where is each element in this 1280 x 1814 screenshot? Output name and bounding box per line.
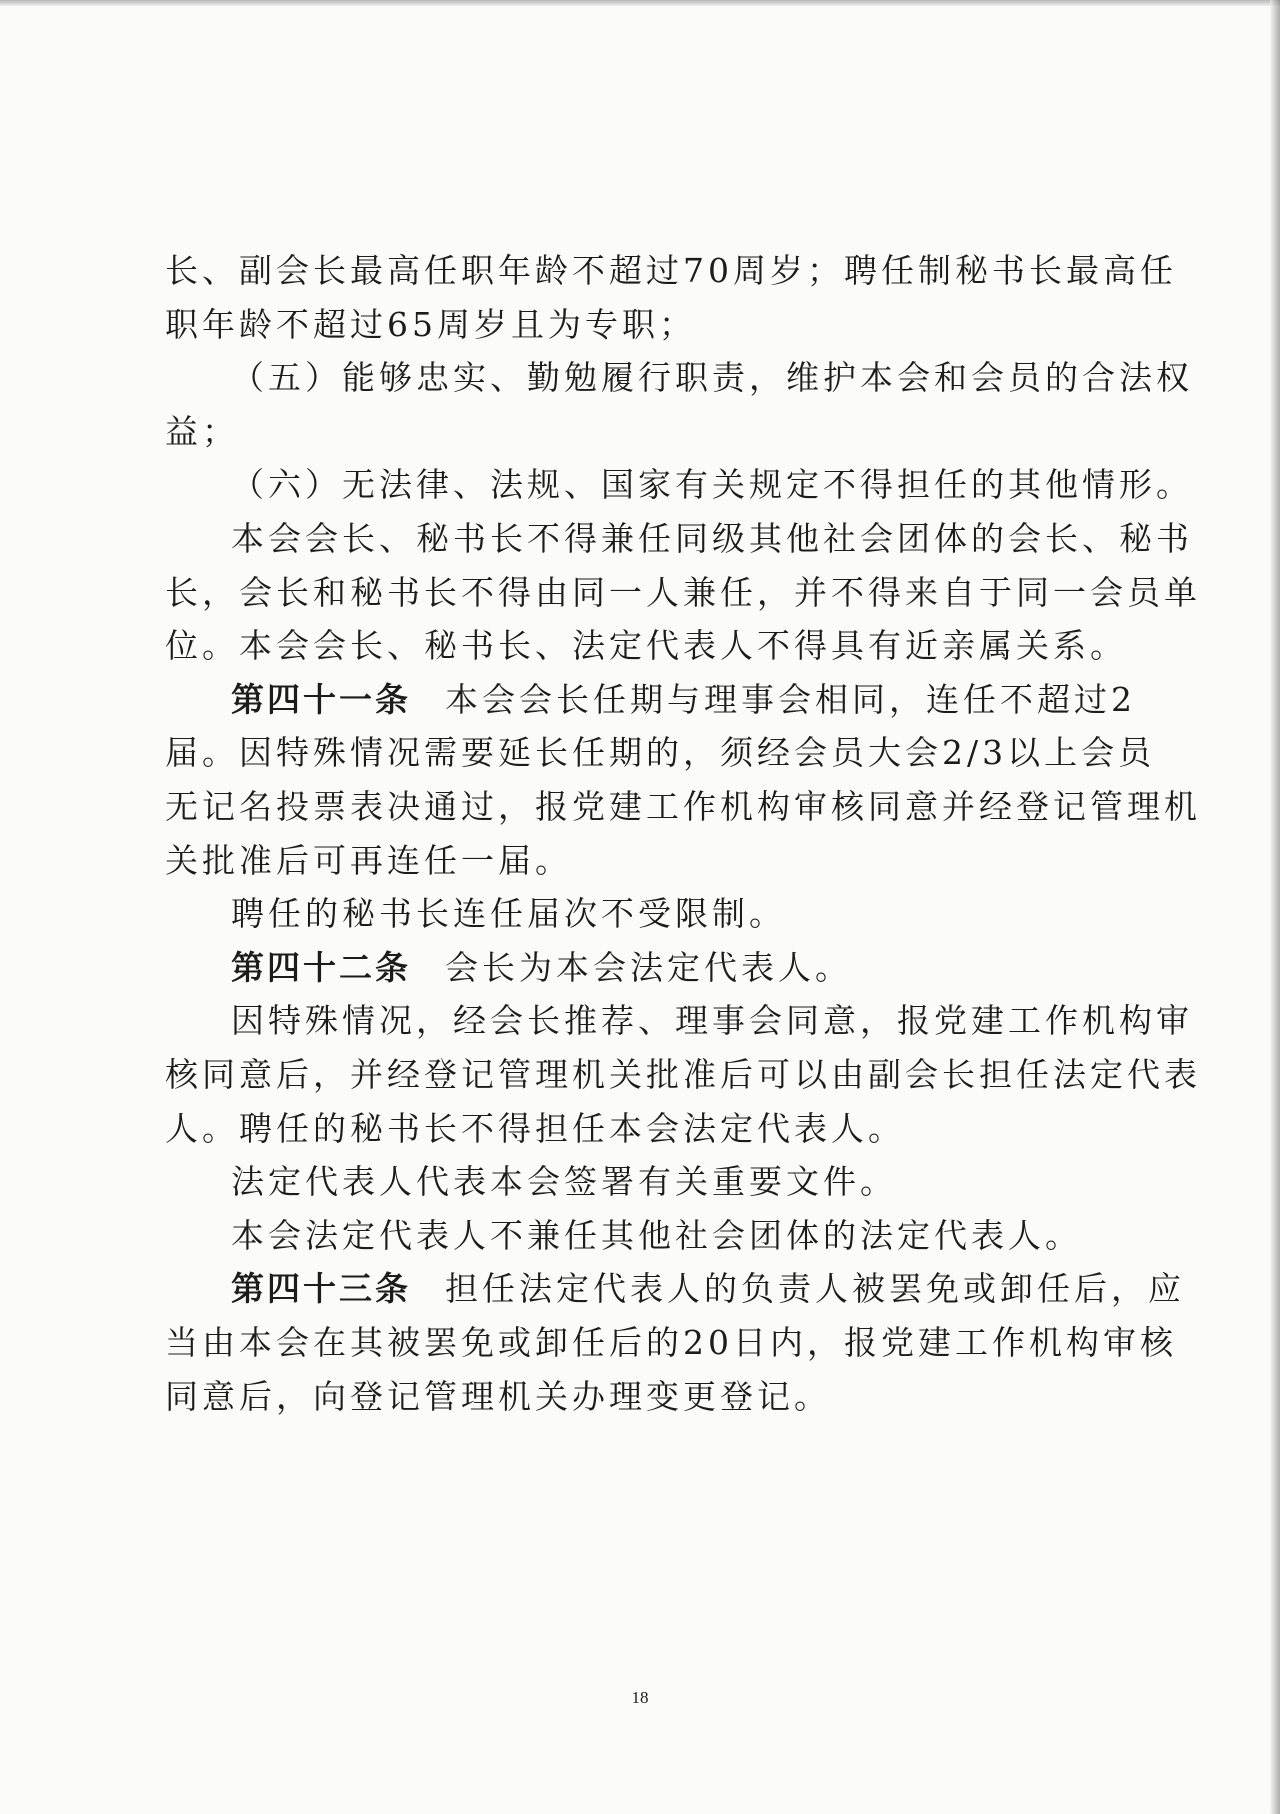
line-text: 长，会长和秘书长不得由同一人兼任，并不得来自于同一会员单 <box>165 572 1201 612</box>
line-text: 聘任的秘书长连任届次不受限制。 <box>231 894 786 934</box>
line-text: 核同意后，并经登记管理机关批准后可以由副会长担任法定代表 <box>165 1055 1201 1094</box>
line-text: （五）能够忠实、勤勉履行职责，维护本会和会员的合法权 <box>231 358 1193 398</box>
line-text: 会长为本会法定代表人。 <box>445 947 852 987</box>
line-text: 人。聘任的秘书长不得担任本会法定代表人。 <box>165 1108 905 1148</box>
line-text: 本会会长、秘书长不得兼任同级其他社会团体的会长、秘书 <box>231 519 1193 558</box>
line-text: 职年龄不超过65周岁且为专职； <box>165 304 696 344</box>
line-text: （六）无法律、法规、国家有关规定不得担任的其他情形。 <box>231 465 1193 505</box>
line-text: 关批准后可再连任一届。 <box>165 840 572 880</box>
line-text: 位。本会会长、秘书长、法定代表人不得具有近亲属关系。 <box>165 626 1127 666</box>
article-heading: 第四十二条 <box>231 947 411 987</box>
line-text: 因特殊情况，经会长推荐、理事会同意，报党建工作机构审 <box>231 1001 1193 1041</box>
scan-edge-right <box>1270 0 1280 1814</box>
line-text: 本会法定代表人不兼任其他社会团体的法定代表人。 <box>231 1215 1082 1255</box>
line-text: 本会会长任期与理事会相同，连任不超过2 <box>445 679 1136 719</box>
article-heading: 第四十一条 <box>231 679 411 719</box>
article-heading: 第四十三条 <box>231 1269 411 1309</box>
line-text: 无记名投票表决通过，报党建工作机构审核同意并经登记管理机 <box>165 787 1201 826</box>
line-text: 届。因特殊情况需要延长任期的，须经会员大会2/3以上会员 <box>165 733 1156 773</box>
text-line <box>165 1366 1110 1428</box>
line-text: 长、副会长最高任职年龄不超过70周岁；聘任制秘书长最高任 <box>165 251 1177 290</box>
line-text: 当由本会在其被罢免或卸任后的20日内，报党建工作机构审核 <box>165 1323 1177 1362</box>
line-text: 担任法定代表人的负责人被罢免或卸任后，应 <box>445 1269 1185 1309</box>
page-number: 18 <box>631 1688 649 1707</box>
line-text: 同意后，向登记管理机关办理变更登记。 <box>165 1376 831 1416</box>
scan-edge-top <box>0 0 1280 6</box>
line-text: 益； <box>165 411 239 451</box>
line-text: 法定代表人代表本会签署有关重要文件。 <box>231 1162 897 1202</box>
